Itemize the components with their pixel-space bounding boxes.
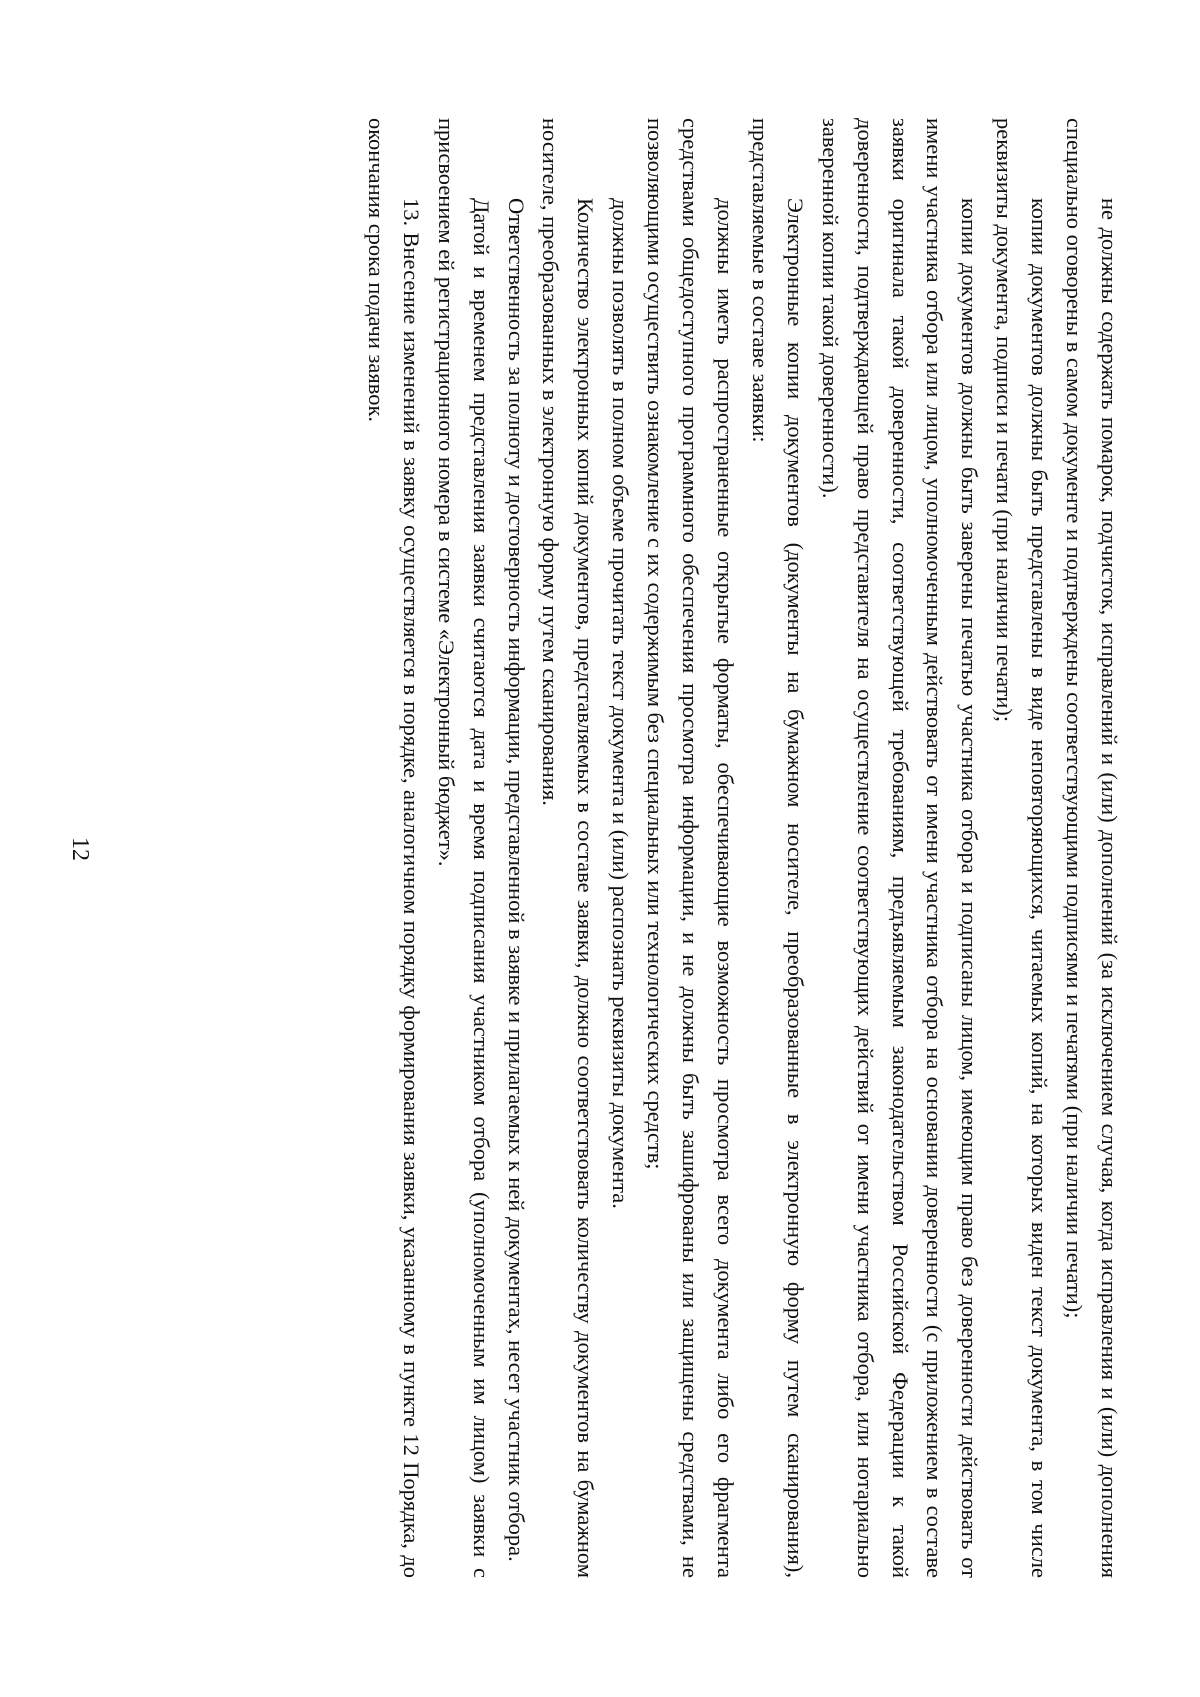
- paragraph-7: Количество электронных копий документов, представляемых в составе заявки, должно соответствовать количеству документов на бумажном носителе, преобразованных в электронную форму путем сканирования.: [538, 118, 599, 1578]
- paragraph-8: Ответственность за полноту и достоверность информации, представленной в заявке и прилагаемых к ней документах, несет участник отбора.: [503, 198, 529, 1562]
- paragraph-3: копии документов должны быть заверены печатью участника отбора и подписаны лицом, имеющим право без доверенности действовать от имени участника отбора или лицом, уполномоченным действовать от имени участника отбора на основании доверенности (с приложением в составе заявки оригинала такой доверенности, соответствующей требованиям, предъявляемым законодательством Российской Федерации к такой доверенности, подтверждающей право представителя на осуществление соответствующих действий от имени участника отбора, или нотариально заверенной копии такой доверенности).: [817, 118, 983, 1578]
- page-number: 12: [67, 837, 93, 861]
- paragraph-6: должны позволять в полном объеме прочитать текст документа и (или) распознать реквизиты документа.: [608, 198, 634, 1209]
- paragraph-10: 13. Внесение изменений в заявку осуществляется в порядке, аналогичном порядку формирования заявки, указанному в пункте 12 Порядка, до окончания срока подачи заявок.: [363, 118, 424, 1578]
- paragraph-1: не должны содержать помарок, подчисток, исправлений и (или) дополнений (за исключением случая, когда исправления и (или) дополнения специально оговорены в самом документе и подтверждены соответствующими подписями и печатями (при наличии печати);: [1062, 118, 1122, 1578]
- paragraph-2: копии документов должны быть представлены в виде неповторяющихся, читаемых копий, на которых виден текст документа, в том числе реквизиты документа, подписи и печати (при наличии печати);: [992, 118, 1053, 1578]
- paragraph-4: Электронные копии документов (документы на бумажном носителе, преобразованные в электронную форму путем сканирования), представляемые в составе заявки:: [747, 118, 808, 1578]
- document-body: [190, 108, 1130, 1588]
- paragraph-9: Датой и временем представления заявки считаются дата и время подписания участником отбора (уполномоченным им лицом) заявки с присвоением ей регистрационного номера в системе «Электронный бюджет».: [433, 118, 494, 1578]
- paragraph-5: должны иметь распространенные открытые форматы, обеспечивающие возможность просмотра всего документа либо его фрагмента средствами общедоступного программного обеспечения просмотра информации, и не должны быть зашифрованы или защищены средствами, не позволяющими осуществить ознакомление с их содержимым без специальных или технологических средств;: [643, 118, 739, 1578]
